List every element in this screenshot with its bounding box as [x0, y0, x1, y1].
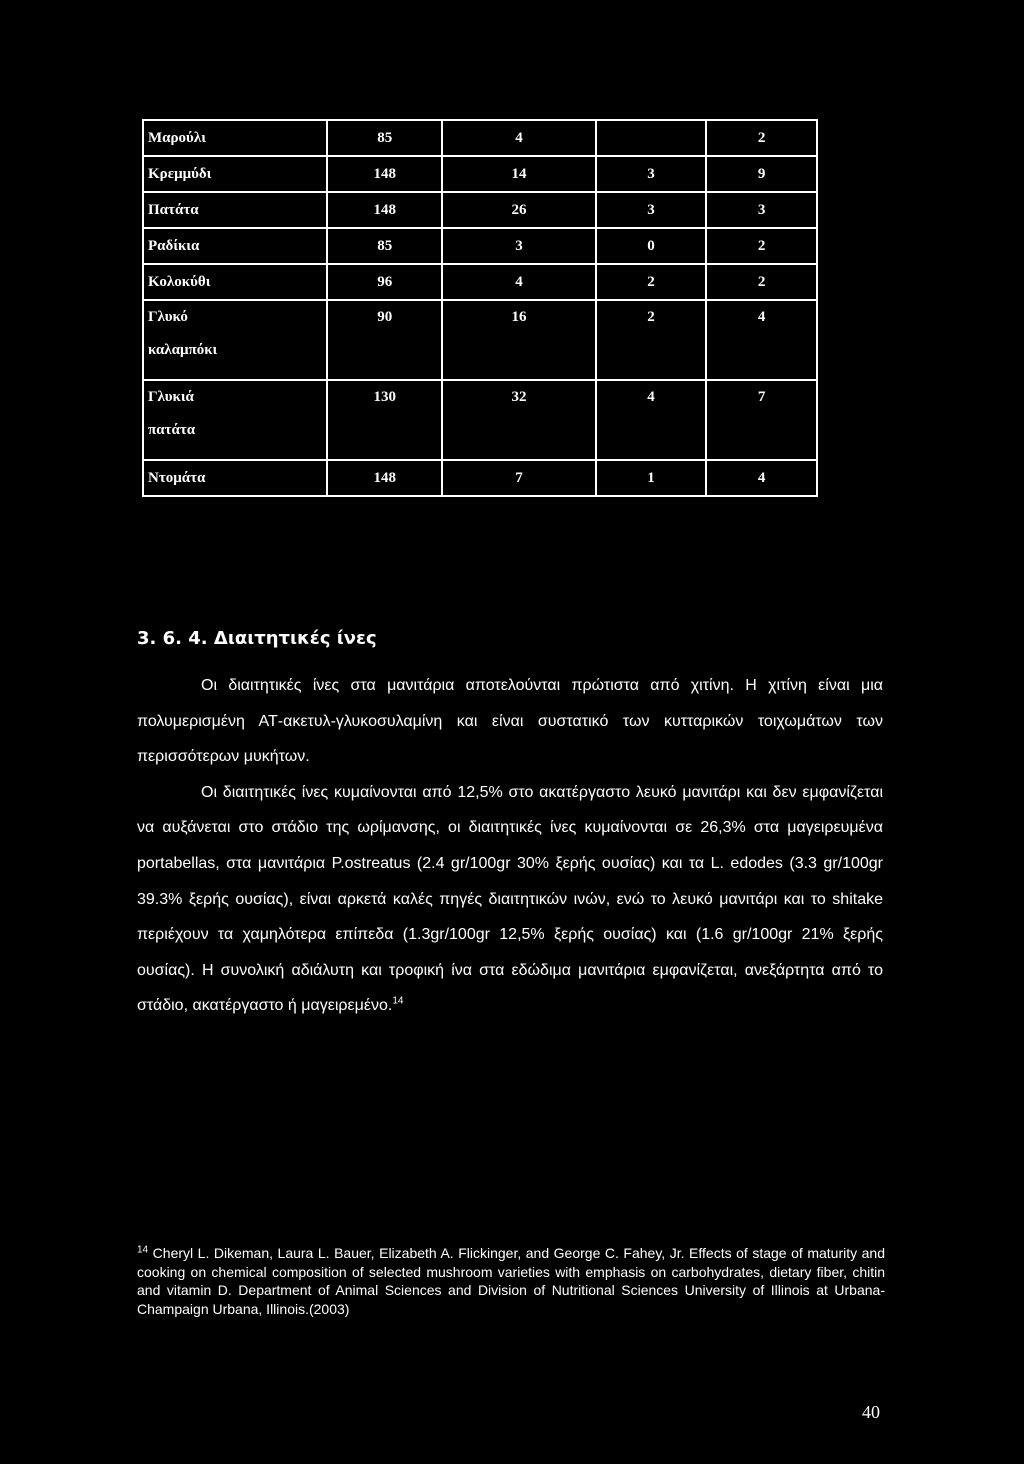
- value-cell-c4: 3: [706, 192, 817, 228]
- value-cell-c4: 7: [706, 380, 817, 460]
- paragraph-1: Οι διαιτητικές ίνες στα μανιτάρια αποτελούνται πρώτιστα από χιτίνη. Η χιτίνη είναι μια πολυμερισμένη ΑΤ-ακετυλ-γλυκοσυλαμίνη και είναι συστατικό των κυτταρικών τοιχωμάτων των περισσότερων μυκήτων.: [137, 677, 883, 766]
- food-name: Γλυκιά: [148, 389, 194, 405]
- value-cell-c1: 85: [327, 228, 442, 264]
- value-cell-c1: 85: [327, 120, 442, 156]
- paragraph-2: [137, 775, 883, 1024]
- value-cell-c2: 4: [442, 120, 595, 156]
- food-name: Ραδίκια: [148, 237, 200, 254]
- food-name: Κρεμμύδι: [148, 165, 212, 182]
- value-cell-c1: 90: [327, 300, 442, 380]
- food-name-cell: [143, 300, 327, 380]
- value-cell-c2: 14: [442, 156, 595, 192]
- table-row: [143, 300, 817, 380]
- value-cell-c4: 2: [706, 228, 817, 264]
- food-name-cell: [143, 380, 327, 460]
- food-name-cell: [143, 460, 327, 496]
- table-row: [143, 380, 817, 460]
- table-row: [143, 264, 817, 300]
- value-cell-c3: 3: [596, 192, 707, 228]
- value-cell-c4: 4: [706, 300, 817, 380]
- food-name: Μαρούλι: [148, 129, 206, 146]
- value-cell-c2: 32: [442, 380, 595, 460]
- value-cell-c2: 4: [442, 264, 595, 300]
- value-cell-c3: 1: [596, 460, 707, 496]
- food-name: Ντομάτα: [148, 469, 206, 486]
- food-name-cell: [143, 228, 327, 264]
- table-row: [143, 156, 817, 192]
- value-cell-c3: 0: [596, 228, 707, 264]
- food-name-cell: [143, 120, 327, 156]
- value-cell-c2: 16: [442, 300, 595, 380]
- food-name: Κολοκύθι: [148, 273, 211, 290]
- section-heading: 3. 6. 4. Διαιτητικές ίνες: [137, 628, 377, 649]
- nutrition-table-wrapper: [142, 119, 818, 497]
- value-cell-c3: 2: [596, 264, 707, 300]
- value-cell-c1: 96: [327, 264, 442, 300]
- value-cell-c2: 7: [442, 460, 595, 496]
- food-name-cell: [143, 264, 327, 300]
- value-cell-c3: 3: [596, 156, 707, 192]
- value-cell-c4: 2: [706, 120, 817, 156]
- value-cell-c1: 148: [327, 156, 442, 192]
- table-row: [143, 192, 817, 228]
- value-cell-c4: 2: [706, 264, 817, 300]
- paragraph-2-text: Οι διαιτητικές ίνες κυμαίνονται από 12,5% στο ακατέργαστο λευκό μανιτάρι και δεν εμφανίζεται να αυξάνεται στο στάδιο της ωρίμανσης, οι διαιτητικές ίνες κυμαίνονται σε 26,3% στα μαγειρευμένα portabellas, στα μανιτάρια P.ostreatus (2.4 gr/100gr 30% ξερής ουσίας) και τα L. edodes (3.3 gr/100gr 39.3% ξερής ουσίας), είναι αρκετά καλές πηγές διαιτητικών ινών, ενώ το λευκό μανιτάρι και το shitake περιέχουν τα χαμηλότερα επίπεδα (1.3gr/100gr 12,5% ξερής ουσίας) και (1.6 gr/100gr 21% ξερής ουσίας). Η συνολική αδιάλυτη και τροφική ίνα στα εδώδιμα μανιτάρια εμφανίζεται, ανεξάρτητα από το στάδιο, ακατέργαστο ή μαγειρεμένο.: [137, 783, 883, 1015]
- food-name: Γλυκό: [148, 309, 188, 325]
- value-cell-c2: 3: [442, 228, 595, 264]
- food-name: Πατάτα: [148, 201, 199, 218]
- value-cell-c1: 148: [327, 460, 442, 496]
- value-cell-c4: 4: [706, 460, 817, 496]
- nutrition-table-body: [143, 120, 817, 496]
- food-name-cell: [143, 192, 327, 228]
- food-name-line2: πατάτα: [148, 422, 196, 438]
- value-cell-c3: [596, 120, 707, 156]
- value-cell-c3: 4: [596, 380, 707, 460]
- food-name-line2: καλαμπόκι: [148, 342, 218, 358]
- value-cell-c1: 130: [327, 380, 442, 460]
- table-row: [143, 120, 817, 156]
- food-name-cell: [143, 156, 327, 192]
- footnote: [137, 1244, 885, 1318]
- footnote-marker: 14: [137, 1244, 149, 1256]
- footnote-ref-14: 14: [392, 996, 404, 1008]
- footnote-text: Cheryl L. Dikeman, Laura L. Bauer, Elizabeth A. Flickinger, and George C. Fahey, Jr. Effects of stage of maturity and cooking on chemical composition of selected mushroom varieties with emphasis on carbohydrates, dietary fiber, chitin and vitamin D. Department of Animal Sciences and Division of Nutritional Sciences University of Illinois at Urbana-Champaign Urbana, Illinois.(2003): [137, 1245, 886, 1317]
- table-row: [143, 460, 817, 496]
- section-body: [137, 668, 883, 1024]
- value-cell-c4: 9: [706, 156, 817, 192]
- table-row: [143, 228, 817, 264]
- value-cell-c2: 26: [442, 192, 595, 228]
- nutrition-table: [142, 119, 818, 497]
- value-cell-c3: 2: [596, 300, 707, 380]
- value-cell-c1: 148: [327, 192, 442, 228]
- page-number: 40: [862, 1402, 880, 1422]
